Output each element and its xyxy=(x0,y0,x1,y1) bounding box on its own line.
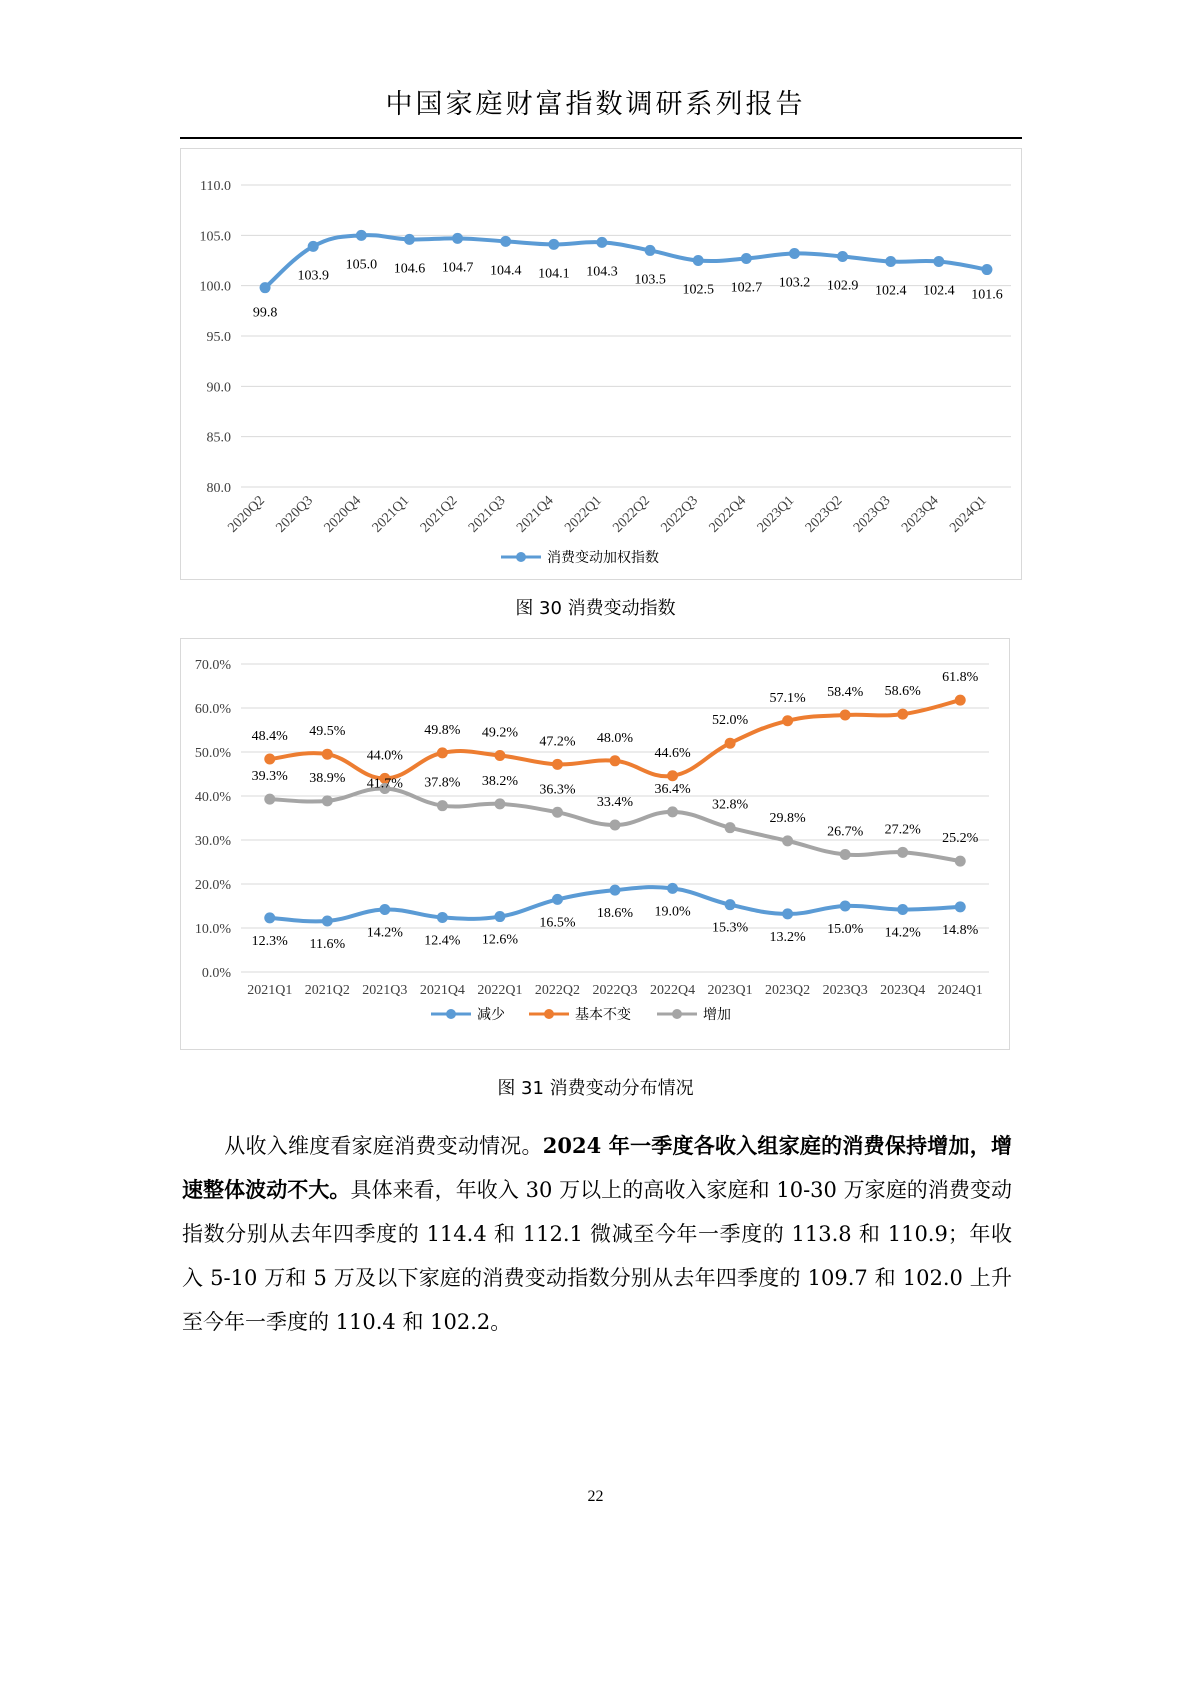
data-label: 58.4% xyxy=(827,685,864,701)
x-tick-label: 2022Q4 xyxy=(706,493,750,536)
figure-31-chart xyxy=(180,638,1010,1050)
data-label: 49.5% xyxy=(309,724,346,740)
y-tick-label: 70.0% xyxy=(194,658,231,673)
x-tick-label: 2022Q3 xyxy=(658,493,702,536)
data-point xyxy=(885,256,896,267)
data-label: 44.6% xyxy=(654,745,691,761)
data-point xyxy=(548,239,559,250)
data-point xyxy=(840,901,851,912)
data-label: 104.7 xyxy=(441,260,474,276)
data-point xyxy=(322,749,333,760)
data-point xyxy=(645,245,656,256)
data-point xyxy=(693,255,704,266)
data-point xyxy=(494,798,505,809)
legend-marker xyxy=(544,1009,554,1019)
data-point xyxy=(897,709,908,720)
x-tick-label: 2022Q2 xyxy=(610,493,653,536)
x-tick-label: 2021Q2 xyxy=(417,493,461,536)
data-point xyxy=(494,750,505,761)
data-point xyxy=(552,894,563,905)
legend-label: 消费变动加权指数 xyxy=(547,550,659,566)
data-point xyxy=(837,251,848,262)
x-tick-label: 2020Q3 xyxy=(273,493,317,536)
data-point xyxy=(782,715,793,726)
x-tick-label: 2020Q4 xyxy=(321,493,365,536)
data-label: 29.8% xyxy=(769,810,806,826)
data-point xyxy=(437,912,448,923)
x-tick-label: 2021Q4 xyxy=(514,493,557,536)
data-label: 103.5 xyxy=(634,272,666,288)
data-label: 36.3% xyxy=(539,782,576,798)
data-label: 12.6% xyxy=(481,932,519,948)
data-label: 102.9 xyxy=(826,278,859,294)
y-tick-label: 60.0% xyxy=(194,702,231,717)
data-label: 102.4 xyxy=(874,283,907,299)
y-tick-label: 105.0 xyxy=(199,229,231,245)
data-label: 14.2% xyxy=(884,925,921,941)
data-point xyxy=(789,248,800,259)
paragraph-lead: 从收入维度看家庭消费变动情况。 xyxy=(224,1134,543,1158)
x-tick-label: 2022Q1 xyxy=(562,493,605,536)
y-tick-label: 10.0% xyxy=(194,922,231,937)
x-tick-label: 2021Q4 xyxy=(419,983,465,998)
data-point xyxy=(955,901,966,912)
x-tick-label: 2021Q2 xyxy=(304,983,350,998)
data-point xyxy=(356,230,367,241)
data-label: 37.8% xyxy=(424,775,461,791)
x-tick-label: 2022Q2 xyxy=(534,983,581,998)
data-point xyxy=(322,915,333,926)
data-point xyxy=(596,237,607,248)
data-point xyxy=(897,847,908,858)
data-label: 48.4% xyxy=(251,729,288,745)
data-label: 49.8% xyxy=(424,722,461,738)
y-tick-label: 110.0 xyxy=(200,179,231,194)
data-point xyxy=(667,770,678,781)
x-tick-label: 2021Q3 xyxy=(362,983,408,998)
page-number: 22 xyxy=(587,1488,604,1505)
data-label: 14.2% xyxy=(366,925,403,941)
legend-marker xyxy=(672,1009,682,1019)
data-point xyxy=(840,849,851,860)
report-header-title: 中国家庭财富指数调研系列报告 xyxy=(385,89,806,120)
data-point xyxy=(308,241,319,252)
data-point xyxy=(452,233,463,244)
data-point xyxy=(500,236,511,247)
data-label: 32.8% xyxy=(711,797,749,813)
data-point xyxy=(322,795,333,806)
data-label: 19.0% xyxy=(654,904,691,920)
x-tick-label: 2023Q2 xyxy=(765,983,811,998)
data-label: 57.1% xyxy=(769,690,806,706)
x-tick-label: 2023Q3 xyxy=(822,983,868,998)
paragraph-rest: 具体来看，年收入 30 万以上的高收入家庭和 10-30 万家庭的消费变动指数分别从去年四季度的 114.4 和 112.1 微减至今年一季度的 113.8 和 110.9；年收入 5-10 万和 5 万及以下家庭的消费变动指数分别从去年四季度的 109.7 和 102.0 上升至今年一季度的 110.4 和 102.2。 xyxy=(182,1178,1013,1334)
data-point xyxy=(264,754,275,765)
data-point xyxy=(782,835,793,846)
data-label: 104.6 xyxy=(393,261,426,277)
data-label: 33.4% xyxy=(596,795,634,811)
data-point xyxy=(610,755,621,766)
y-tick-label: 20.0% xyxy=(194,878,231,893)
y-tick-label: 80.0 xyxy=(206,481,231,496)
body-paragraph xyxy=(182,1124,1012,1344)
legend-label: 基本不变 xyxy=(575,1007,631,1023)
data-label: 102.5 xyxy=(682,282,714,298)
data-label: 101.6 xyxy=(971,287,1003,303)
data-point xyxy=(610,820,621,831)
data-point xyxy=(264,794,275,805)
data-point xyxy=(741,253,752,264)
x-tick-label: 2020Q2 xyxy=(225,493,268,536)
data-point xyxy=(840,710,851,721)
data-label: 44.0% xyxy=(366,748,403,764)
x-tick-label: 2023Q1 xyxy=(754,493,798,536)
figure-31-svg xyxy=(181,639,1009,1049)
data-point xyxy=(955,856,966,867)
data-label: 103.9 xyxy=(297,268,329,284)
x-tick-label: 2021Q1 xyxy=(369,493,413,536)
data-label: 104.4 xyxy=(489,263,522,279)
data-label: 103.2 xyxy=(778,275,811,291)
data-point xyxy=(933,256,944,267)
data-point xyxy=(552,759,563,770)
y-tick-label: 0.0% xyxy=(201,966,231,981)
paragraph-bold: 2024 年一季度各收入组家庭的消费保持增加，增速整体波动不大。 xyxy=(182,1133,1012,1202)
data-point xyxy=(610,885,621,896)
data-point xyxy=(437,747,448,758)
x-tick-label: 2022Q3 xyxy=(592,983,638,998)
y-tick-label: 50.0% xyxy=(194,746,231,761)
x-tick-label: 2022Q1 xyxy=(477,983,523,998)
x-tick-label: 2024Q1 xyxy=(947,493,990,536)
data-label: 12.4% xyxy=(424,933,461,949)
data-point xyxy=(260,282,271,293)
figure-30-svg xyxy=(181,149,1021,579)
data-label: 58.6% xyxy=(884,684,921,700)
data-label: 16.5% xyxy=(539,915,576,931)
x-tick-label: 2022Q4 xyxy=(649,983,696,998)
legend-label: 增加 xyxy=(703,1007,731,1023)
y-tick-label: 40.0% xyxy=(194,790,231,805)
data-label: 105.0 xyxy=(345,257,378,273)
data-label: 18.6% xyxy=(596,906,634,922)
data-point xyxy=(379,904,390,915)
data-point xyxy=(552,807,563,818)
data-label: 52.0% xyxy=(711,713,749,729)
data-label: 27.2% xyxy=(884,822,921,838)
data-point xyxy=(437,800,448,811)
data-point xyxy=(981,264,992,275)
x-tick-label: 2021Q3 xyxy=(466,493,509,536)
data-point xyxy=(667,883,678,894)
data-point xyxy=(404,234,415,245)
x-tick-label: 2024Q1 xyxy=(937,983,983,998)
legend-label: 减少 xyxy=(477,1007,505,1023)
data-point xyxy=(725,738,736,749)
x-tick-label: 2023Q3 xyxy=(851,493,894,536)
data-label: 47.2% xyxy=(539,734,576,750)
data-point xyxy=(897,904,908,915)
data-point xyxy=(725,899,736,910)
data-label: 14.8% xyxy=(942,922,979,938)
data-label: 48.0% xyxy=(596,730,634,746)
y-tick-label: 85.0 xyxy=(206,430,231,446)
figure-31-caption: 图 31 消费变动分布情况 xyxy=(497,1078,694,1099)
data-label: 36.4% xyxy=(654,781,691,797)
data-point xyxy=(725,822,736,833)
x-tick-label: 2021Q1 xyxy=(247,983,293,998)
y-tick-label: 30.0% xyxy=(194,834,231,849)
x-tick-label: 2023Q2 xyxy=(802,493,846,536)
data-label: 11.6% xyxy=(309,936,346,952)
legend-marker xyxy=(446,1009,456,1019)
x-tick-label: 2023Q4 xyxy=(880,983,926,998)
legend-marker xyxy=(516,552,526,562)
data-label: 38.2% xyxy=(481,773,519,789)
y-tick-label: 95.0 xyxy=(206,330,231,345)
data-label: 49.2% xyxy=(481,725,519,741)
data-label: 13.2% xyxy=(769,929,806,945)
data-label: 15.3% xyxy=(711,920,749,936)
data-point xyxy=(494,911,505,922)
data-label: 41.7% xyxy=(366,776,403,792)
x-tick-label: 2023Q4 xyxy=(899,493,942,536)
x-tick-label: 2023Q1 xyxy=(707,983,753,998)
data-label: 15.0% xyxy=(827,922,864,937)
data-point xyxy=(782,908,793,919)
y-tick-label: 90.0 xyxy=(206,380,231,396)
data-point xyxy=(955,695,966,706)
data-point xyxy=(667,806,678,817)
figure-30-chart xyxy=(180,148,1022,580)
data-label: 104.1 xyxy=(538,266,570,282)
y-tick-label: 100.0 xyxy=(199,279,231,295)
data-label: 26.7% xyxy=(827,824,864,840)
header-rule xyxy=(180,137,1022,139)
data-label: 61.8% xyxy=(942,670,979,686)
data-label: 39.3% xyxy=(251,769,288,785)
data-label: 38.9% xyxy=(309,770,346,786)
data-label: 102.4 xyxy=(923,283,955,299)
figure-30-caption: 图 30 消费变动指数 xyxy=(515,598,676,619)
data-label: 104.3 xyxy=(586,264,618,280)
data-point xyxy=(264,912,275,923)
data-label: 102.7 xyxy=(730,280,763,296)
data-label: 99.8 xyxy=(252,305,278,321)
data-label: 12.3% xyxy=(251,933,288,949)
data-label: 25.2% xyxy=(942,831,979,847)
